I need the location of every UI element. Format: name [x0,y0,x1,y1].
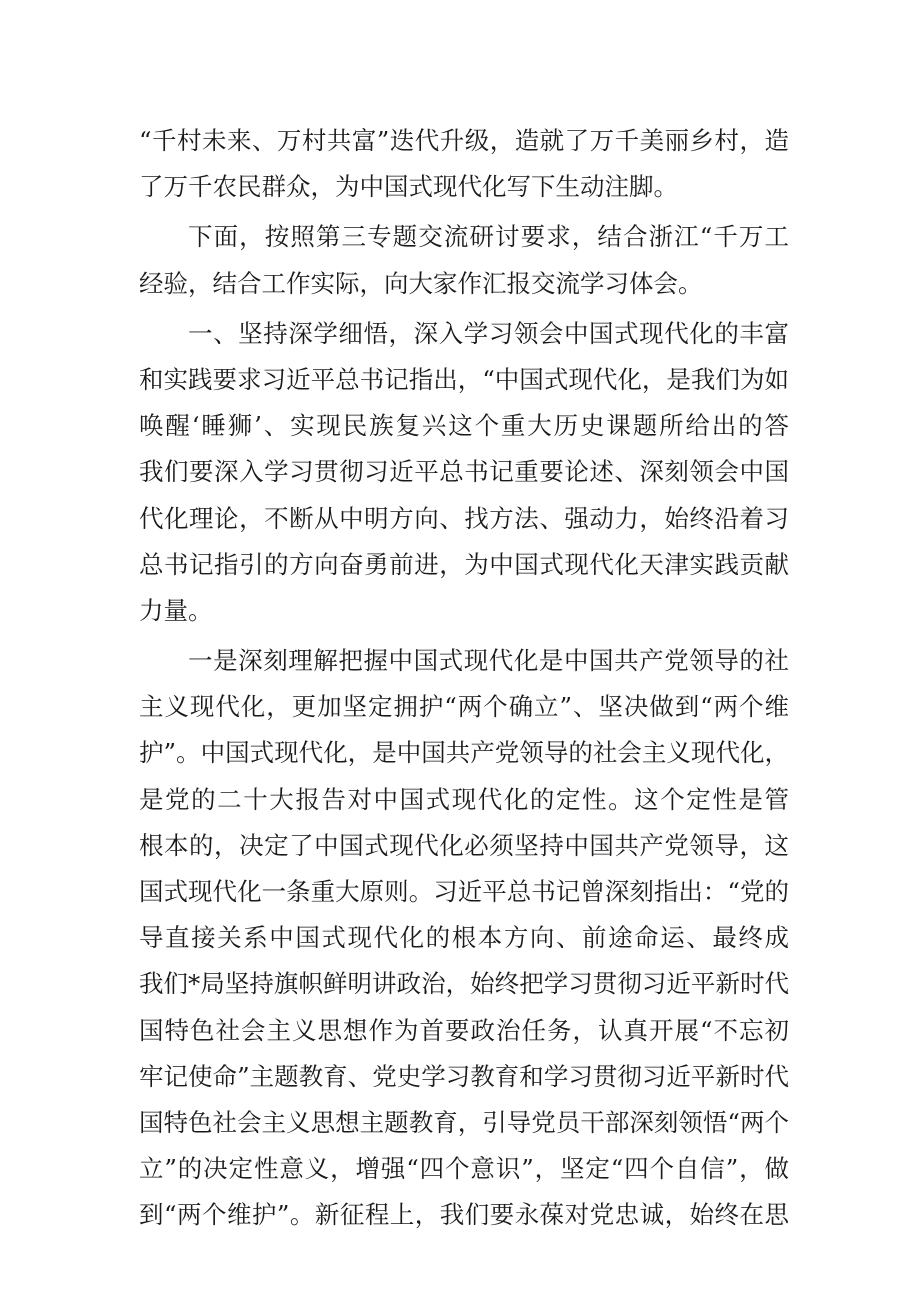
text-line: 到“两个维护”。新征程上，我们要永葆对党忠诚，始终在思 [139,1200,789,1230]
text-line: 总书记指引的方向奋勇前进，为中国式现代化天津实践贡献 [139,549,789,579]
text-line: 根本的，决定了中国式现代化必须坚持中国共产党领导，这 [139,830,789,860]
text-line: 我们*局坚持旗帜鲜明讲政治，始终把学习贯彻习近平新时代 [139,969,789,999]
paragraph-start-line: 下面，按照第三专题交流研讨要求，结合浙江“千万工 [188,222,789,252]
section-heading-line: 一、坚持深学细悟，深入学习领会中国式现代化的丰富 [188,318,789,348]
text-line: 主义现代化，更加坚定拥护“两个确立”、坚决做到“两个维 [139,692,789,722]
text-line: 代化理论，不断从中明方向、找方法、强动力，始终沿着习 [139,503,789,533]
text-line: 国式现代化一条重大原则。习近平总书记曾深刻指出：“党的 [139,877,789,906]
text-line: 唤醒‘睡狮’、实现民族复兴这个重大历史课题所给出的答 [139,411,789,441]
text-line: 牢记使命”主题教育、党史学习教育和学习贯彻习近平新时代 [139,1061,789,1091]
text-line: “千村未来、万村共富”迭代升级，造就了万千美丽乡村，造 [139,126,789,155]
text-line: 我们要深入学习贯彻习近平总书记重要论述、深刻领会中国 [139,457,789,487]
text-line: 立”的决定性意义，增强“四个意识”，坚定“四个自信”，做 [139,1154,789,1184]
text-line: 国特色社会主义思想作为首要政治任务，认真开展“不忘初 [139,1015,789,1045]
text-line: 护”。中国式现代化，是中国共产党领导的社会主义现代化， [139,738,789,768]
text-line: 导直接关系中国式现代化的根本方向、前途命运、最终成 [139,923,789,953]
text-line: 是党的二十大报告对中国式现代化的定性。这个定性是管 [139,784,789,814]
text-line: 经验，结合工作实际，向大家作汇报交流学习体会。 [139,268,703,298]
paragraph-start-line: 一是深刻理解把握中国式现代化是中国共产党领导的社 [188,646,789,676]
document-body [139,118,789,1239]
text-line: 和实践要求习近平总书记指出，“中国式现代化，是我们为如 [139,364,789,394]
text-line: 力量。 [139,595,213,625]
text-line: 了万千农民群众，为中国式现代化写下生动注脚。 [139,172,678,202]
text-line: 国特色社会主义思想主题教育，引导党员干部深刻领悟“两个 [139,1107,789,1137]
